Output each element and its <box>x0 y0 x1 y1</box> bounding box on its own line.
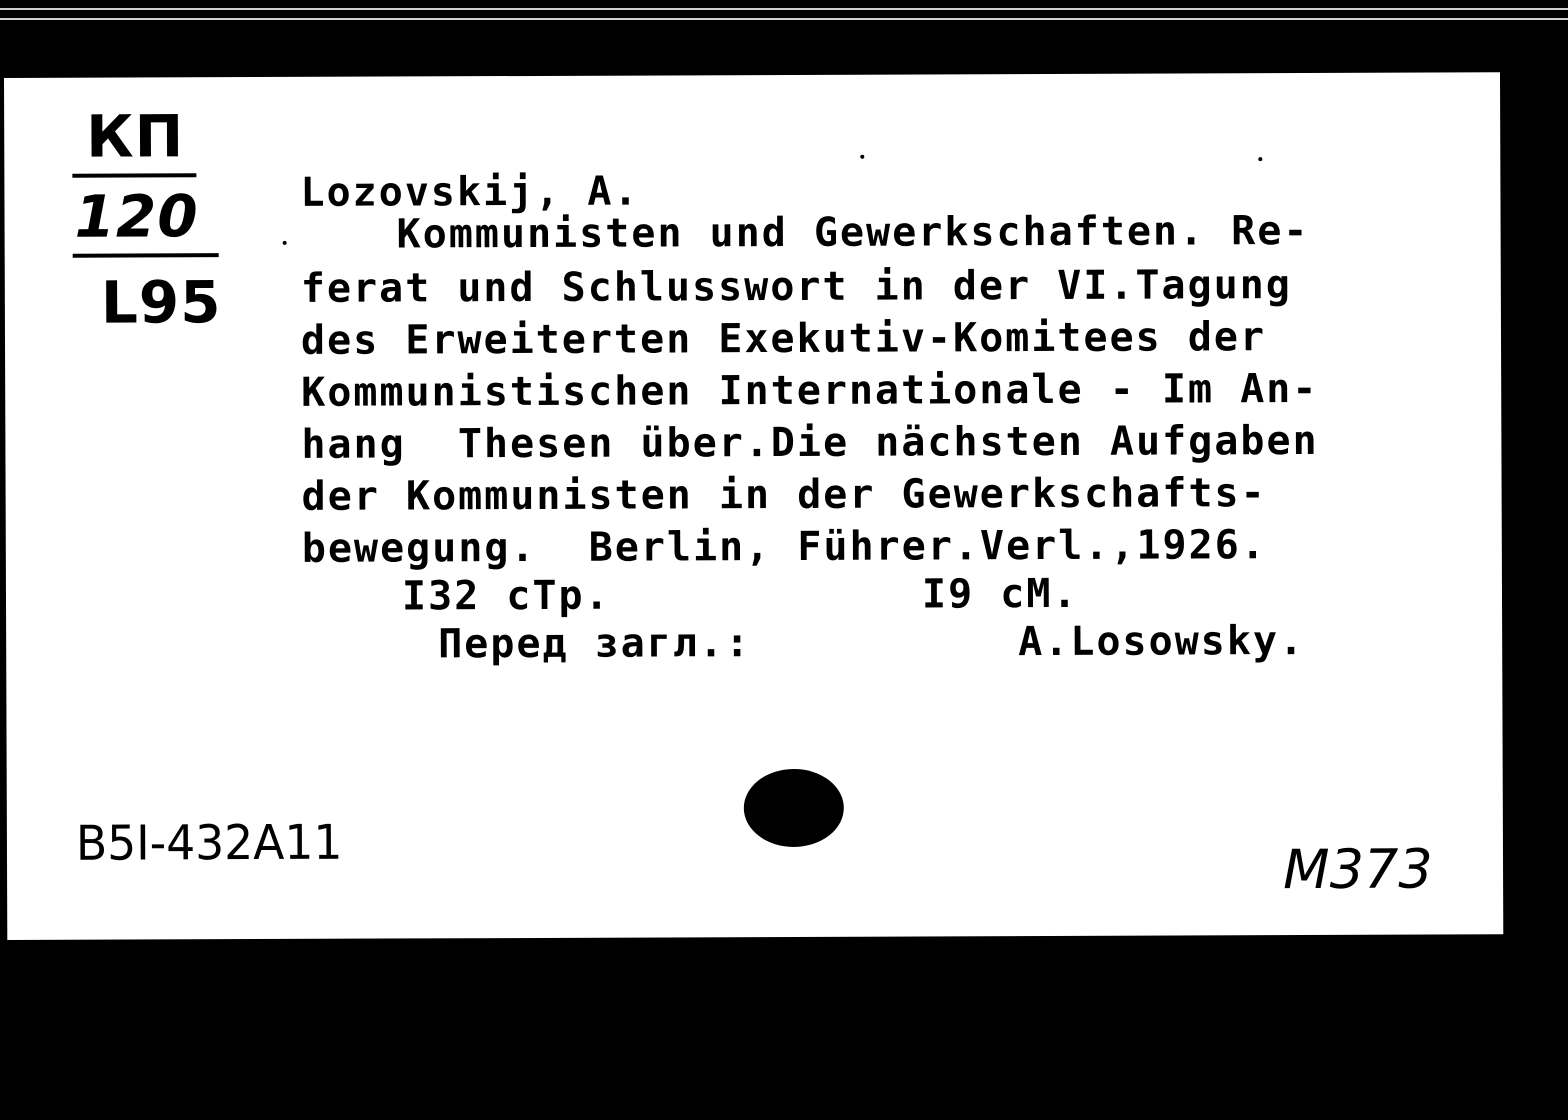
shelfmark-line-1: КП <box>86 102 185 171</box>
speck-dot <box>1258 157 1262 161</box>
author-heading: Lozovskij, A. <box>300 168 640 216</box>
speck-dot <box>860 155 864 159</box>
bottom-right-code: M373 <box>1282 837 1433 902</box>
title-line-6: der Kommunisten in der Gewerkschafts- <box>301 470 1267 520</box>
shelfmark-line-2: 120 <box>74 182 199 251</box>
catalog-card <box>4 72 1503 940</box>
title-line-4: Kommunistischen Internationale - Im An- <box>301 365 1319 416</box>
speck-dot <box>283 241 287 245</box>
title-line-2: ferat und Schlusswort in der VI.Tagung <box>300 262 1293 312</box>
shelfmark-divider-2 <box>73 253 219 258</box>
title-line-7: bewegung. Berlin, Führer.Verl.,1926. <box>301 522 1267 572</box>
title-line-3: des Erweiterten Exekutiv-Komitees der <box>300 314 1267 364</box>
title-line-5: hang Thesen über.Die nächsten Aufgaben <box>301 417 1319 468</box>
shelfmark-divider-1 <box>72 173 196 177</box>
title-line-1: Kommunisten und Gewerkschaften. Re- <box>396 207 1310 258</box>
punch-hole <box>744 769 844 847</box>
book-size: I9 cM. <box>921 570 1079 618</box>
parallel-title-value: A.Losowsky. <box>1018 618 1306 666</box>
accession-code: B5I-432A11 <box>75 814 343 872</box>
parallel-title-label: Перед загл.: <box>438 620 752 668</box>
top-border-rule <box>0 8 1568 20</box>
shelfmark-line-3: L95 <box>100 268 222 337</box>
page-count: I32 cTp. <box>401 572 611 620</box>
